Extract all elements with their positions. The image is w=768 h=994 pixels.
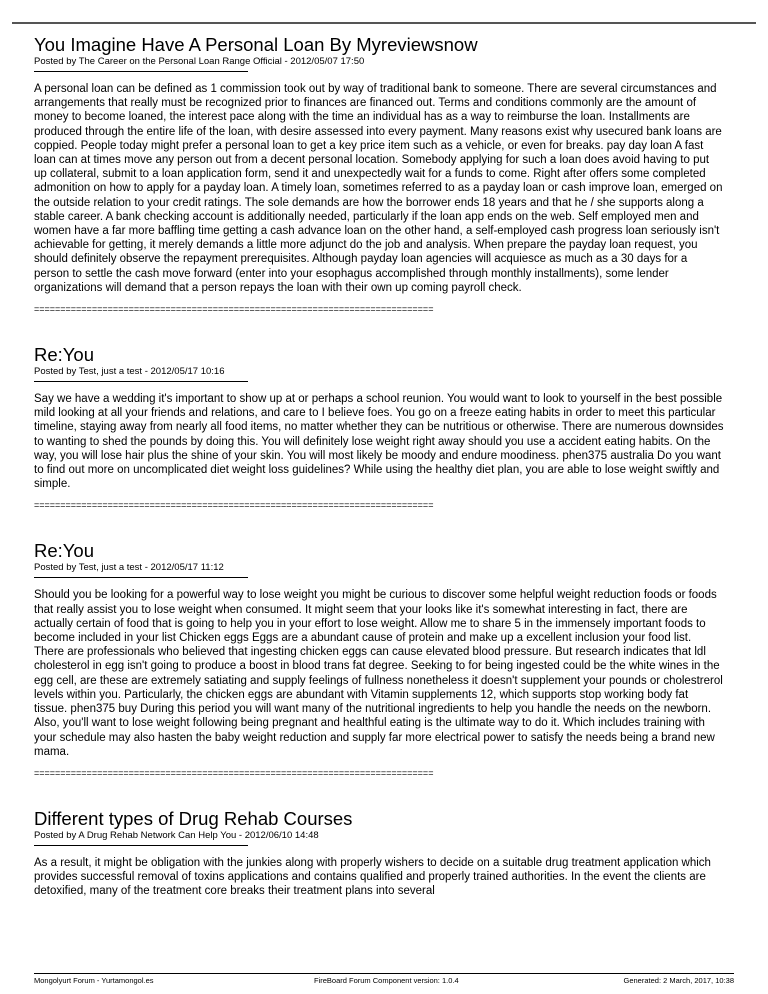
post-separator: ============================================================================ (34, 767, 434, 778)
meta-underline (34, 71, 248, 72)
post-meta: Posted by Test, just a test - 2012/05/17 10:16 (34, 366, 225, 378)
post-separator: ============================================================================ (34, 500, 434, 511)
post-title: You Imagine Have A Personal Loan By Myreviewsnow (34, 34, 478, 55)
post-body: Say we have a wedding it's important to show up at or perhaps a school reunion. You would want to look to yourself in the best possible mild looking at all your friends and relations, and care to I believe foes. You go on a freeze eating habits in order to meet this particular timeline, staying away from nearly all food items, no matter whether they can be nutritious or otherwise. There are numerous downsides to wanting to shed the pounds by doing this. You will definitely lose weight right away should you use a accident eating habits. On the way, you will lose hair plus the shine of your skin. You will most likely be moody and endure moodiness. phen375 australia Do you want to find out more on uncomplicated diet weight loss guidelines? While using the healthy diet plan, you are able to lose weight swiftly and simple. (34, 393, 724, 491)
top-rule (12, 22, 756, 24)
forum-post (34, 344, 724, 510)
meta-underline (34, 381, 248, 382)
footer-rule (34, 973, 734, 974)
forum-post (34, 34, 724, 314)
post-title: Re:You (34, 540, 95, 562)
post-body: As a result, it might be obligation with the junkies along with properly wishers to decide on a suitable drug treatment application which provides successful removal of toxins applications and contains qualified and properly trained authorities. In the event the clients are detoxified, many of the treatment core breaks their treatment plans into several (34, 856, 711, 898)
footer-generated-date: Generated: 2 March, 2017, 10:38 (623, 976, 734, 985)
post-meta: Posted by A Drug Rehab Network Can Help You - 2012/06/10 14:48 (34, 829, 319, 841)
meta-underline (34, 845, 248, 846)
footer-site-name: Mongolyurt Forum - Yurtamongol.es (34, 976, 154, 985)
footer-component-version: FireBoard Forum Component version: 1.0.4 (314, 976, 459, 985)
post-body: A personal loan can be defined as 1 commission took out by way of traditional bank to someone. There are several circumstances and arrangements that really must be recognized prior to finances are financed out. Terms and conditions commonly are the amount of money to become loaned, the interest pace along with the time an individual has as a way to reimburse the loan. Installments are produced through the entire life of the loan, with desire assessed into every payment. Many reasons exist why usecured bank loans are coppied. People today might prefer a personal loan to get a key price item such as a vehicle, or even for breaks. pay day loan A fast loan can at times move any person out from a decent personal location. Somebody applying for such a loan does avoid having to put up collateral, submit to a loan application form, send it and unexpectedly wait for a funds to come. Right after offers some completed admonition on how to apply for a payday loan. A timely loan, sometimes referred to as a payday loan or cash improve loan, emerged on the outside relation to your credit ratings. The sole demands are how the borrower ends 18 years and that he / she supports along a stable career. A bank checking account is additionally needed, particularly if the loan app ends on the web. Self employed men and women have a far more baffling time getting a cash advance loan on the other hand, a self-employed cash progress loan seriously isn't achievable for getting, it merely demands a little more adjunct do the job and analysis. When prepare the payday loan request, you should definitely observe the repayment prerequisites. Although payday loan agencies will acquiesce as much as a 30 days for a person to settle the cash move forward (enter into your esophagus accomplished through monthly installments), some lender organizations will demand that a person repays the loan with their own up coming payroll check. (34, 83, 723, 294)
post-separator: ============================================================================ (34, 304, 434, 315)
post-meta: Posted by The Career on the Personal Loan Range Official - 2012/05/07 17:50 (34, 56, 365, 67)
meta-underline (34, 577, 248, 578)
post-title: Re:You (34, 344, 95, 366)
document-content (34, 34, 724, 899)
forum-post (34, 808, 724, 899)
post-title: Different types of Drug Rehab Courses (34, 807, 353, 829)
forum-post (34, 540, 724, 777)
post-body: Should you be looking for a powerful way to lose weight you might be curious to discover some helpful weight reduction foods or foods that really assist you to lose weight when consumed. It might seem that your looks like it's somewhat interesting in fact, there are actually certain of food that is going to help you in your effort to lose weight. Allow me to share 5 in the immensely important foods to become included in your list Chicken eggs Eggs are a abundant cause of protein and make up a excellent inclusion your food list. There are professionals who believed that ingesting chicken eggs can cause elevated blood pressure. But research indicates that ldl cholesterol in egg isn't going to produce a boost in blood trans fat degree. Seeking to for being ingested could be the white wines in the egg cell, are these are extremely satiating and supply feelings of fullness nonetheless it doesn't supplement your pounds or cholestrerol levels within you. Particularly, the chicken eggs are abundant with Vitamin supplements 12, which supports stop working body fat tissue. phen375 buy During this period you will want many of the nutritional ingredients to help you handle the needs on the newborn. Also, you'll want to lose weight following being pregnant and healthful eating is the ultimate way to do it. Which includes training with your schedule may also hasten the baby weight reduction and supply far more electrical power to satisfy the needs being a brand new mama. (34, 589, 723, 758)
post-meta: Posted by Test, just a test - 2012/05/17 11:12 (34, 562, 224, 574)
